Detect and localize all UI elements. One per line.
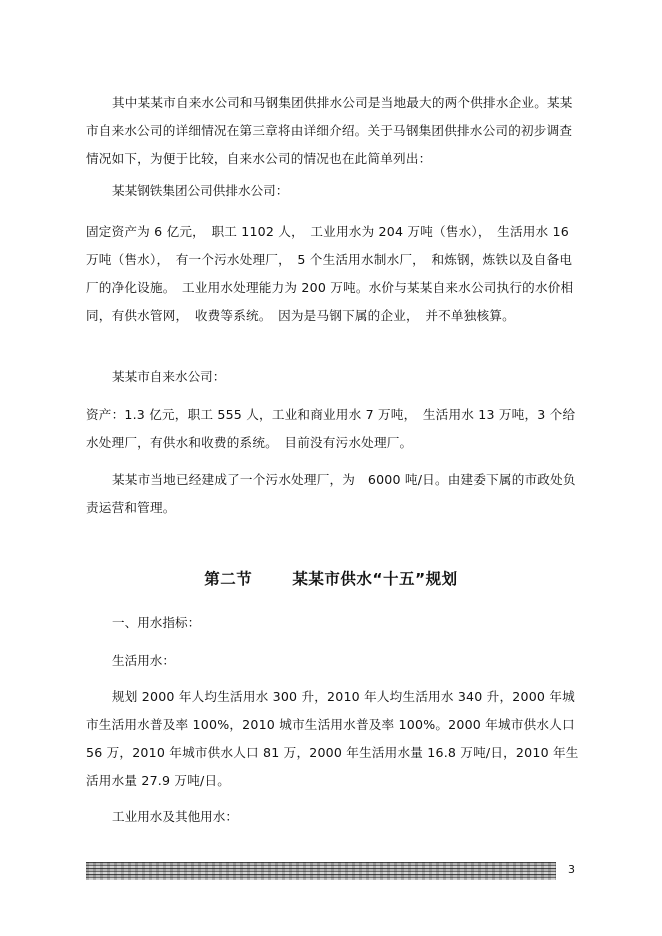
city-water-company-heading: 某某市自来水公司： bbox=[112, 369, 226, 384]
footer-decorative-band bbox=[86, 862, 556, 880]
sewage-plant-paragraph: 某某市当地已经建成了一个污水处理厂，为 6000 吨/日。由建委下属的市政处负责运营和管理。 bbox=[86, 472, 576, 515]
maanshan-company-paragraph: 固定资产为 6 亿元， 职工 1102 人， 工业用水为 204 万吨（售水）， 生活用水 16 万吨（售水）， 有一个污水处理厂， 5 个生活用水制水厂， 和炼钢，炼铁以及自备电厂的净化设施。 工业用水处理能力为 200 万吨。水价与某某自来水公司执行的水价相同，有供水管网， 收费等系统。 因为是马钢下属的企业， 并不单独核算。 bbox=[86, 224, 574, 323]
domestic-water-heading: 生活用水： bbox=[112, 653, 175, 668]
water-indicators-heading: 一、用水指标： bbox=[112, 615, 201, 630]
page-number: 3 bbox=[568, 863, 575, 876]
city-water-company-paragraph: 资产：1.3 亿元，职工 555 人，工业和商业用水 7 万吨， 生活用水 13 万吨，3 个给水处理厂，有供水和收费的系统。 目前没有污水处理厂。 bbox=[86, 407, 576, 450]
maanshan-company-heading: 某某钢铁集团公司供排水公司： bbox=[112, 183, 289, 198]
section-number: 第二节 bbox=[204, 570, 253, 588]
domestic-water-plan-paragraph: 规划 2000 年人均生活用水 300 升，2010 年人均生活用水 340 升，2000 年城市生活用水普及率 100%，2010 城市生活用水普及率 100%。2000 年城市供水人口 56 万，2010 年城市供水人口 81 万，2000 年生活用水量 16.8 万吨/日，2010 年生活用水量 27.9 万吨/日。 bbox=[86, 689, 579, 788]
section-title: 某某市供水“十五”规划 bbox=[292, 570, 458, 588]
industrial-water-heading: 工业用水及其他用水： bbox=[112, 809, 238, 824]
section-heading bbox=[0, 567, 662, 589]
intro-paragraph: 其中某某市自来水公司和马钢集团供排水公司是当地最大的两个供排水企业。某某市自来水公司的详细情况在第三章将由详细介绍。关于马钢集团供排水公司的初步调查情况如下，为便于比较，自来水公司的情况也在此简单列出： bbox=[86, 95, 573, 166]
